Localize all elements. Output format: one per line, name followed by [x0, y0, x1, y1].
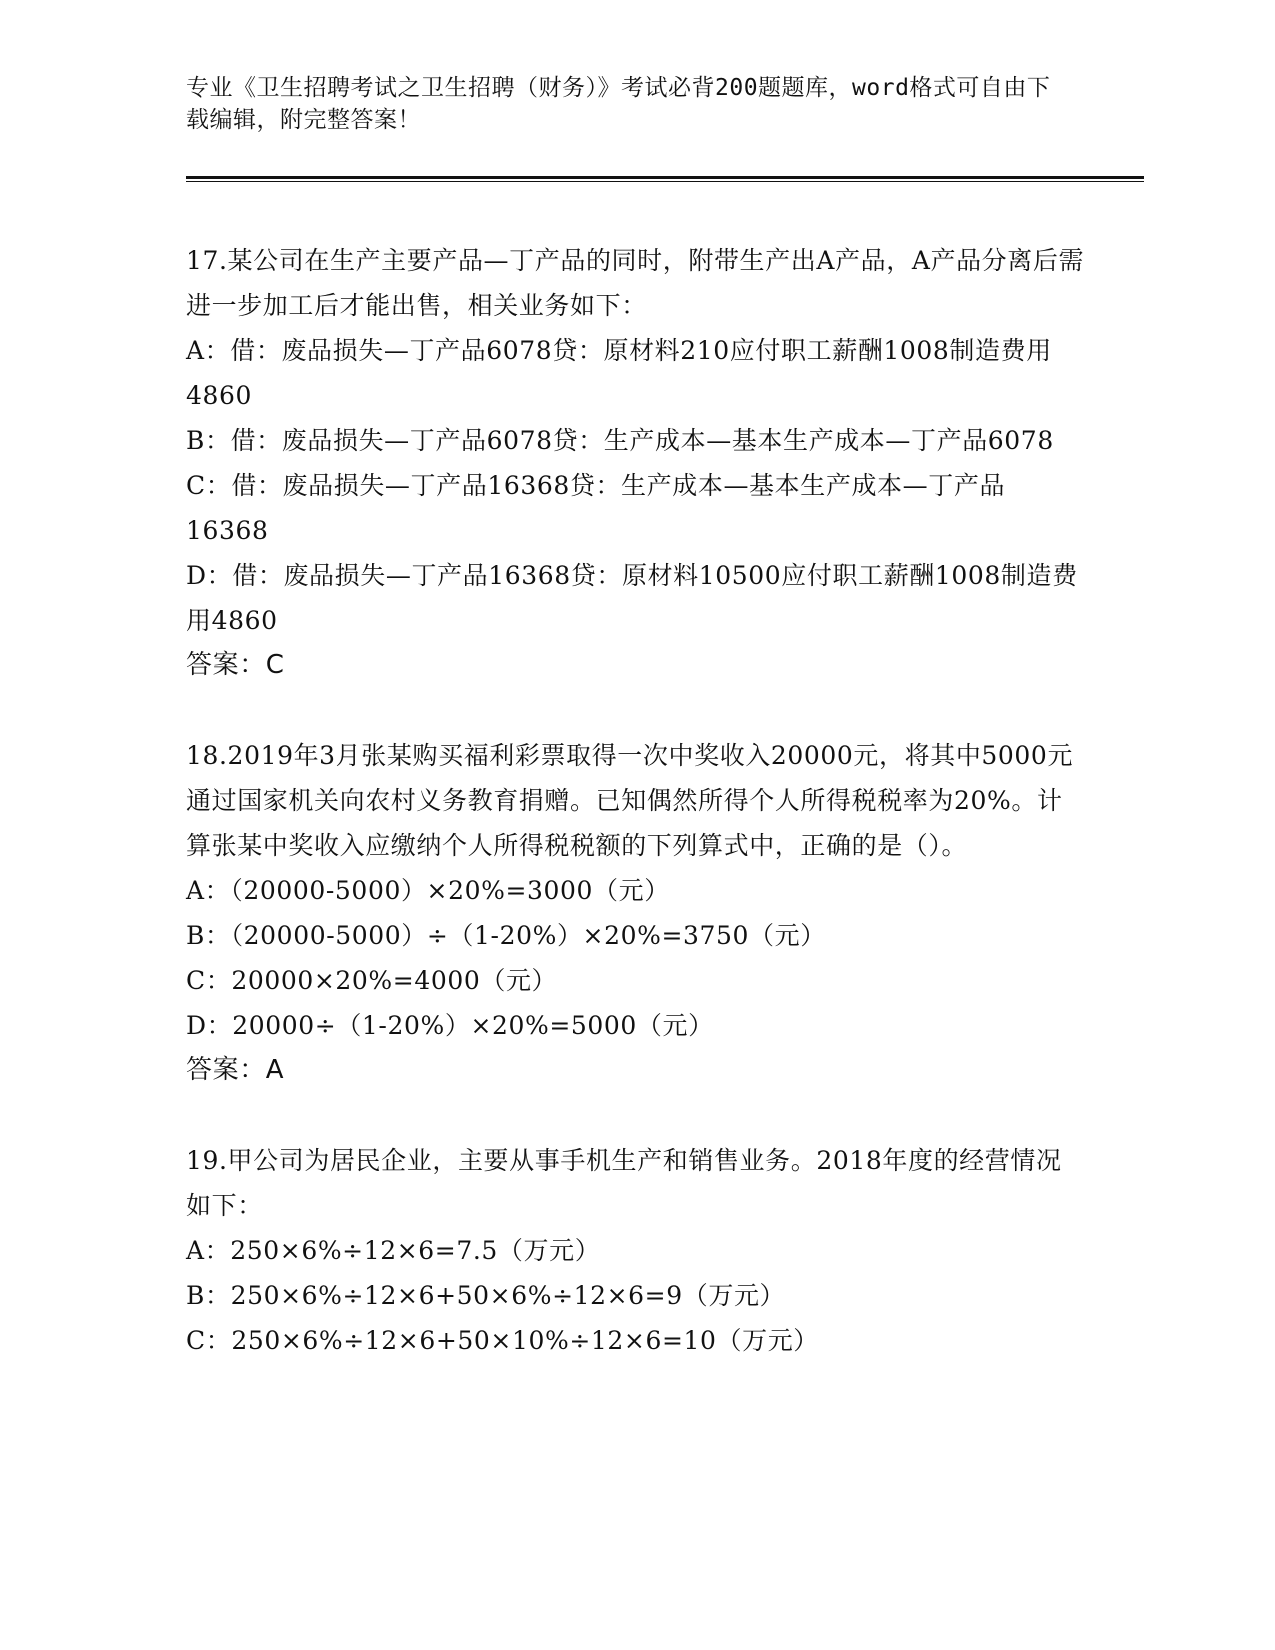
- header-divider: [186, 176, 1144, 182]
- option-a: A：（20000-5000）×20%=3000（元）: [186, 876, 670, 905]
- question-list: [186, 238, 1086, 1408]
- option-d: D：20000÷（1-20%）×20%=5000（元）: [186, 1011, 714, 1040]
- question-17: [186, 238, 1086, 688]
- answer-line: 答案：A: [186, 1055, 285, 1085]
- option-c: C：借：废品损失—丁产品16368贷：生产成本—基本生产成本—丁产品16368: [186, 471, 1006, 545]
- option-c: C：20000×20%=4000（元）: [186, 966, 558, 995]
- question-stem: 18.2019年3月张某购买福利彩票取得一次中奖收入20000元，将其中5000元通过国家机关向农村义务教育捐赠。已知偶然所得个人所得税税率为20%。计算张某中奖收入应缴纳个人所得税税额的下列算式中，正确的是（）。: [186, 741, 1074, 860]
- option-a: A：借：废品损失—丁产品6078贷：原材料210应付职工薪酬1008制造费用4860: [186, 336, 1052, 410]
- document-intro: 专业《卫生招聘考试之卫生招聘（财务）》考试必背200题题库，word格式可自由下载编辑，附完整答案！: [186, 75, 1051, 133]
- question-stem: 17.某公司在生产主要产品—丁产品的同时，附带生产出A产品，A产品分离后需进一步加工后才能出售，相关业务如下：: [186, 246, 1085, 320]
- option-c: C：250×6%÷12×6+50×10%÷12×6=10（万元）: [186, 1326, 819, 1355]
- option-b: B：（20000-5000）÷（1-20%）×20%=3750（元）: [186, 921, 826, 950]
- option-a: A：250×6%÷12×6=7.5（万元）: [186, 1236, 601, 1265]
- option-d: D：借：废品损失—丁产品16368贷：原材料10500应付职工薪酬1008制造费用4860: [186, 561, 1078, 635]
- question-18: [186, 733, 1086, 1093]
- document-page: [186, 0, 1146, 1650]
- question-19: [186, 1138, 1086, 1363]
- question-stem: 19.甲公司为居民企业，主要从事手机生产和销售业务。2018年度的经营情况如下：: [186, 1146, 1062, 1220]
- option-b: B：250×6%÷12×6+50×6%÷12×6=9（万元）: [186, 1281, 786, 1310]
- answer-line: 答案：C: [186, 650, 285, 680]
- divider-thin-line: [186, 181, 1144, 182]
- divider-thick-line: [186, 176, 1144, 179]
- option-b: B：借：废品损失—丁产品6078贷：生产成本—基本生产成本—丁产品6078: [186, 426, 1054, 455]
